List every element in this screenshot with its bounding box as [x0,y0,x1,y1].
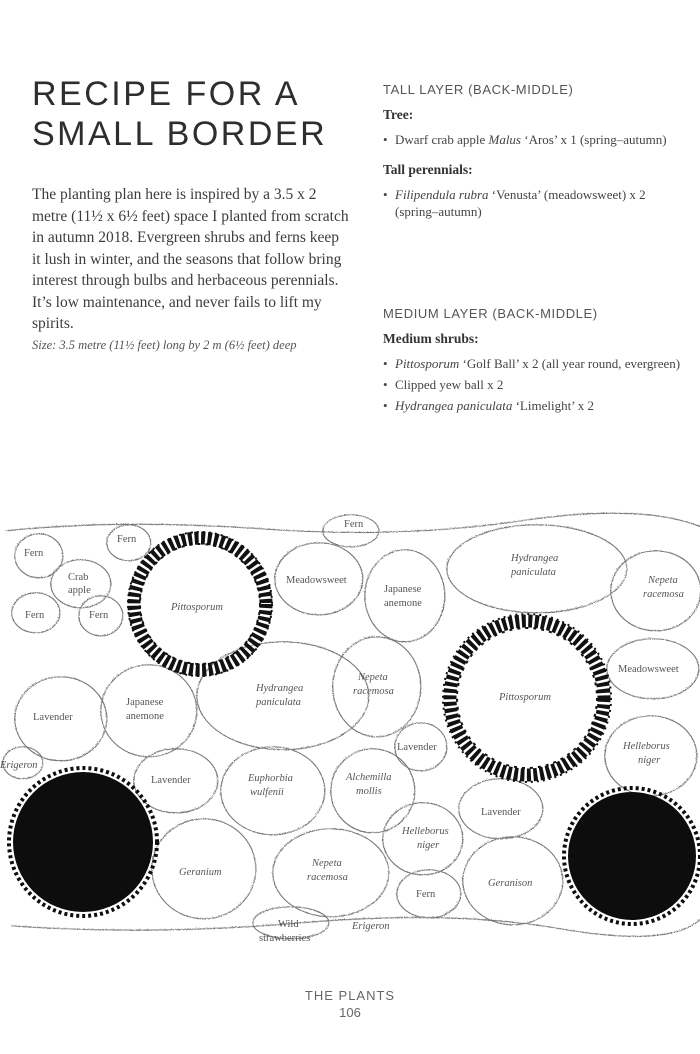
plan-label: Lavender [481,807,521,818]
plan-label: Erigeron [352,921,390,932]
perennials-list [383,186,683,220]
plan-label: anemone [126,711,164,722]
title-line-2: SMALL BORDER [32,115,328,153]
page-number: 106 [339,1005,361,1020]
plan-label: Helleborus [402,826,449,837]
plan-label: Nepeta [312,858,342,869]
plan-label: Fern [89,610,109,621]
plan-label: Fern [416,889,436,900]
plan-label: wulfenii [250,787,284,798]
plan-label: mollis [356,786,382,797]
plan-label: Geranium [179,867,222,878]
page-title [32,74,362,154]
plan-label: niger [417,840,440,851]
plan-label: Fern [25,610,45,621]
yew-ball-right [564,788,700,924]
plan-label: Meadowsweet [286,575,347,586]
tall-layer-section [383,82,683,234]
section-name: THE PLANTS [304,988,396,1003]
list-item: • Pittosporum ‘Golf Ball’ x 2 (all year round, evergreen) [383,355,683,372]
plan-label: Meadowsweet [618,664,679,675]
tall-perennials-heading: Tall perennials: [383,162,473,177]
plan-label: apple [68,585,91,596]
list-item: • Filipendula rubra ‘Venusta’ (meadowsweet) x 2 (spring–autumn) [383,186,683,220]
plan-label: Fern [117,534,137,545]
plan-label: niger [638,755,661,766]
title-line-1: RECIPE FOR A [32,75,301,113]
list-item: • Dwarf crab apple Malus ‘Aros’ x 1 (spring–autumn) [383,131,683,148]
plan-label: Euphorbia [248,773,293,784]
plan-label: Pittosporum [499,692,551,703]
plan-label: Hydrangea [511,553,559,564]
plan-label: Crab [68,572,89,583]
shrubs-list [383,355,683,414]
plan-label: paniculata [256,697,301,708]
tree-list [383,131,683,148]
plan-label: racemosa [307,872,348,883]
plan-label: Helleborus [623,741,670,752]
page-footer [0,988,700,1020]
plan-label: Wild [278,919,299,930]
plan-label: Lavender [33,712,73,723]
plan-label: Fern [24,548,44,559]
plan-label: Nepeta [358,672,388,683]
plan-label: strawberries [259,933,311,944]
plan-label: Lavender [397,742,437,753]
plan-label: Hydrangea [256,683,304,694]
plan-label: Japanese [126,697,164,708]
list-item: • Hydrangea paniculata ‘Limelight’ x 2 [383,397,683,414]
plan-label: Alchemilla [346,772,392,783]
plan-label: paniculata [511,567,556,578]
plan-label: anemone [384,598,422,609]
plan-label: Lavender [151,775,191,786]
plan-label: racemosa [353,686,394,697]
list-item: • Clipped yew ball x 2 [383,376,683,393]
size-note: Size: 3.5 metre (11½ feet) long by 2 m (6½ feet) deep [32,338,297,352]
tall-layer-heading: TALL LAYER (BACK-MIDDLE) [383,82,574,97]
intro-paragraph: The planting plan here is inspired by a 3.5 x 2 metre (11½ x 6½ feet) space I planted from scratch in autumn 2018. Evergreen shrubs and ferns keep it lush in winter, and the seasons that follow bring interest through bulbs and herbaceous perennials. It’s low maintenance, and never fails to lift my spirits. [32,186,349,332]
plan-label: Japanese [384,584,422,595]
plan-label: Nepeta [648,575,678,586]
planting-plan-illustration [0,505,700,950]
plan-label: racemosa [643,589,684,600]
tree-heading: Tree: [383,107,414,122]
plan-label: Fern [344,519,364,530]
plan-label: Pittosporum [171,602,223,613]
medium-layer-section [383,306,683,428]
medium-shrubs-heading: Medium shrubs: [383,331,479,346]
medium-layer-heading: MEDIUM LAYER (BACK-MIDDLE) [383,306,598,321]
plan-label: Erigeron [0,760,38,771]
plan-label: Geranison [488,878,533,889]
